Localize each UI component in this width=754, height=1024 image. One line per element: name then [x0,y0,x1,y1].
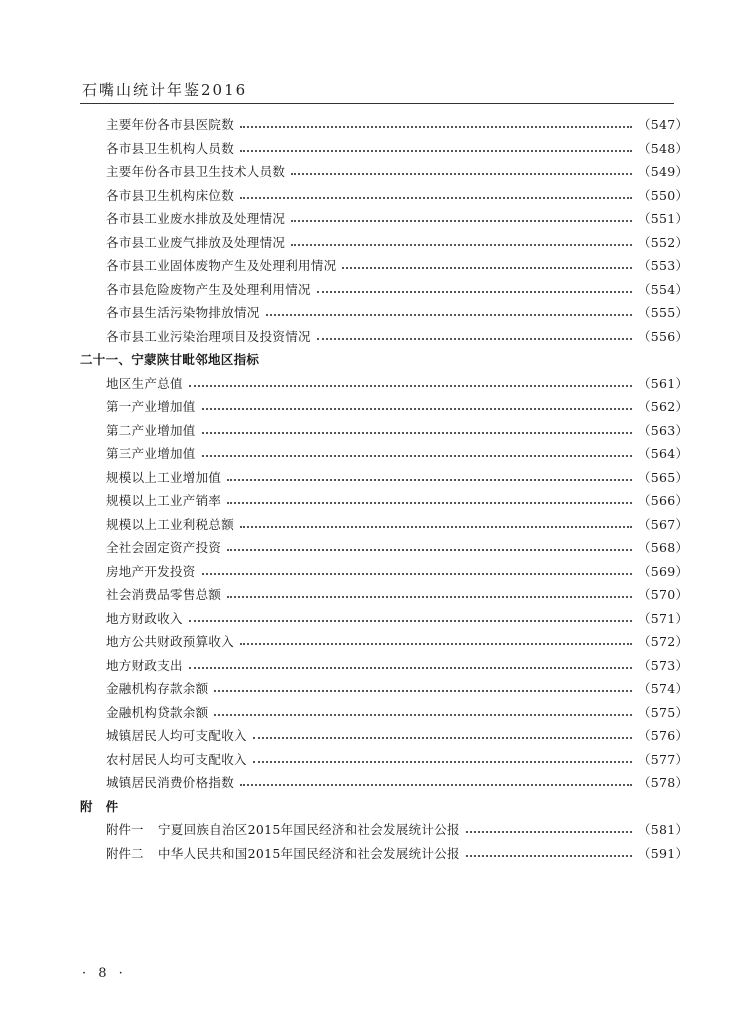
dot-leader [342,266,632,269]
toc-entry-label: 金融机构贷款余额 [106,704,209,720]
toc-entry-label: 房地产开发投资 [106,563,196,579]
dot-leader [291,172,632,175]
running-header-title: 石嘴山统计年鉴2016 [82,81,248,99]
toc-page-number: （551） [638,211,689,226]
toc-entry-label: 各市县工业废水排放及处理情况 [106,211,286,226]
toc-entry [106,536,689,560]
toc-entry [106,372,689,396]
dot-leader [291,243,632,246]
toc-entry-label: 中华人民共和国2015年国民经济和社会发展统计公报 [158,845,460,861]
dot-leader [227,595,632,598]
toc-entry [106,184,689,208]
table-of-contents [0,113,754,865]
toc-entry [106,207,689,231]
toc-page-number: （567） [638,516,689,532]
toc-entry [106,513,689,537]
section-heading-appendix [80,795,678,819]
toc-page-number: （553） [638,258,689,273]
toc-entry-label: 规模以上工业增加值 [106,469,222,485]
toc-entry-label: 全社会固定资产投资 [106,540,222,555]
dot-leader [227,501,632,504]
dot-leader [189,619,632,622]
appendix-prefix: 附件一 [106,822,144,837]
toc-page-number: （555） [638,305,689,320]
toc-entry-label: 规模以上工业产销率 [106,493,222,508]
toc-entry [106,677,689,701]
dot-leader [240,642,632,645]
toc-entry-label: 第三产业增加值 [106,446,196,461]
toc-entry-label: 地方公共财政预算收入 [106,634,235,649]
dot-leader [240,196,632,199]
toc-entry [106,466,689,490]
toc-entry-label: 金融机构存款余额 [106,681,209,696]
toc-page-number: （568） [638,540,689,555]
toc-entry-label: 地区生产总值 [106,375,183,391]
toc-page-number: （552） [638,234,689,250]
toc-entry [106,630,689,654]
toc-entry [106,395,689,419]
dot-leader [189,666,632,669]
toc-entry-label: 社会消费品零售总额 [106,587,222,602]
dot-leader [317,290,632,293]
toc-entry [106,113,689,137]
dot-leader [202,572,632,575]
toc-page-number: （549） [638,164,689,179]
dot-leader [227,548,632,551]
toc-page-number: （573） [638,657,689,673]
toc-entry-label: 各市县卫生机构床位数 [106,187,235,203]
dot-leader [240,525,632,528]
dot-leader [253,736,632,739]
toc-entry-label: 城镇居民消费价格指数 [106,775,235,790]
page-number: · 8 · [82,966,127,981]
toc-page-number: （570） [638,587,689,602]
toc-page-number: （550） [638,187,689,203]
dot-leader [214,713,632,716]
toc-page-number: （562） [638,399,689,414]
toc-entry [106,654,689,678]
toc-entry [106,442,689,466]
toc-entry-label: 主要年份各市县卫生技术人员数 [106,164,286,179]
toc-entry-label: 城镇居民人均可支配收入 [106,728,247,743]
dot-leader [240,149,632,152]
toc-entry [106,325,689,349]
dot-leader [202,407,632,410]
toc-page-number: （574） [638,681,689,696]
toc-page-number: （561） [638,375,689,391]
toc-page-number: （556） [638,328,689,344]
toc-page-number: （564） [638,446,689,461]
header-rule [80,103,674,104]
toc-page-number: （575） [638,704,689,720]
toc-page-number: （569） [638,563,689,579]
section-title: 附 件 [80,798,119,814]
toc-entry-label: 各市县工业固体废物产生及处理利用情况 [106,258,337,273]
toc-page-number: （554） [638,281,689,297]
toc-entry-label: 各市县工业废气排放及处理情况 [106,234,286,250]
dot-leader [317,337,632,340]
toc-entry [106,748,689,772]
toc-entry [106,842,689,866]
toc-entry-label: 第一产业增加值 [106,399,196,414]
toc-page-number: （577） [638,751,689,767]
toc-entry-label: 农村居民人均可支配收入 [106,751,247,767]
toc-entry-label: 地方财政收入 [106,610,183,626]
toc-group-regional-indicators [0,372,754,795]
toc-page-number: （572） [638,634,689,649]
toc-group-appendices [0,818,754,865]
dot-leader [240,783,632,786]
toc-entry-label: 各市县卫生机构人员数 [106,140,235,156]
dot-leader [214,689,632,692]
toc-group-health-environment [0,113,754,348]
toc-entry [106,489,689,513]
toc-entry [106,560,689,584]
dot-leader [466,854,632,857]
toc-entry-label: 各市县危险废物产生及处理利用情况 [106,281,311,297]
toc-entry [106,419,689,443]
toc-entry [106,254,689,278]
toc-entry-label: 规模以上工业利税总额 [106,516,235,532]
toc-entry [106,231,689,255]
dot-leader [202,454,632,457]
toc-entry [106,701,689,725]
dot-leader [253,760,632,763]
toc-entry [106,278,689,302]
toc-entry-label: 各市县工业污染治理项目及投资情况 [106,328,311,344]
dot-leader [189,384,632,387]
toc-page-number: （576） [638,728,689,743]
toc-entry [106,160,689,184]
toc-entry [106,771,689,795]
toc-entry-label: 第二产业增加值 [106,422,196,438]
toc-entry [106,137,689,161]
toc-entry [106,301,689,325]
toc-entry [106,818,689,842]
toc-entry [106,583,689,607]
toc-page-number: （566） [638,493,689,508]
toc-entry-label: 地方财政支出 [106,657,183,673]
toc-page-number: （547） [638,117,689,132]
section-title: 二十一、宁蒙陕甘毗邻地区指标 [80,352,260,367]
dot-leader [202,431,632,434]
dot-leader [240,125,632,128]
toc-entry-label: 宁夏回族自治区2015年国民经济和社会发展统计公报 [158,822,460,837]
toc-entry [106,724,689,748]
dot-leader [466,830,632,833]
dot-leader [291,219,632,222]
appendix-prefix: 附件二 [106,845,144,861]
section-heading-21 [80,348,678,372]
toc-page-number: （563） [638,422,689,438]
toc-page-number: （548） [638,140,689,156]
toc-entry [106,607,689,631]
toc-entry-label: 主要年份各市县医院数 [106,117,235,132]
toc-page-number: （591） [638,845,689,861]
dot-leader [266,313,632,316]
toc-page-number: （578） [638,775,689,790]
toc-page-number: （565） [638,469,689,485]
toc-entry-label: 各市县生活污染物排放情况 [106,305,260,320]
toc-page-number: （581） [638,822,689,837]
dot-leader [227,478,632,481]
toc-page-number: （571） [638,610,689,626]
